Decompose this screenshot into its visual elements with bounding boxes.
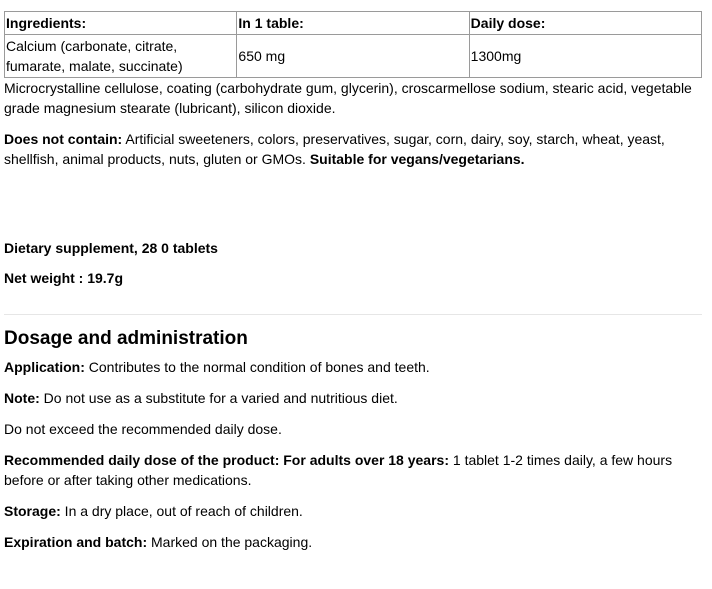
ingredient-name-cell: Calcium (carbonate, citrate, fumarate, malate, succinate)	[5, 35, 237, 78]
header-per-tablet: In 1 table:	[237, 12, 469, 35]
daily-dose-amount-cell: 1300mg	[469, 35, 701, 78]
note-text: Do not use as a substitute for a varied and nutritious diet.	[39, 390, 398, 406]
application-paragraph	[4, 357, 704, 377]
storage-label: Storage:	[4, 503, 61, 519]
does-not-contain-label: Does not contain:	[4, 131, 123, 147]
per-tablet-amount-cell: 650 mg	[237, 35, 469, 78]
expiration-paragraph	[4, 532, 704, 552]
does-not-contain-paragraph	[4, 129, 704, 169]
application-text: Contributes to the normal condition of bones and teeth.	[84, 359, 430, 375]
excipients-text: Microcrystalline cellulose, coating (carbohydrate gum, glycerin), croscarmellose sodium, stearic acid, vegetable grade magnesium stearate (lubricant), silicon dioxide.	[4, 80, 692, 116]
ingredients-table	[4, 11, 702, 78]
note-paragraph	[4, 388, 704, 408]
note-label: Note:	[4, 390, 40, 406]
section-divider	[4, 314, 702, 315]
expiration-label: Expiration and batch:	[4, 534, 148, 550]
expiration-text: Marked on the packaging.	[147, 534, 313, 550]
recommended-dose-text: 1 tablet 1-2 times daily, a few hours before or after taking other medications.	[4, 452, 673, 488]
storage-text: In a dry place, out of reach of children.	[60, 503, 303, 519]
do-not-exceed-paragraph: Do not exceed the recommended daily dose.	[4, 421, 282, 437]
header-ingredients: Ingredients:	[5, 12, 237, 35]
dosage-section-title: Dosage and administration	[4, 328, 248, 349]
table-row	[5, 35, 702, 78]
suitable-for-vegans-text: Suitable for vegans/vegetarians.	[309, 151, 525, 167]
does-not-contain-text: Artificial sweeteners, colors, preservatives, sugar, corn, dairy, soy, starch, wheat, yeast, shellfish, animal products, nuts, gluten or GMOs.	[4, 131, 665, 167]
application-label: Application:	[4, 359, 85, 375]
spacer	[4, 169, 704, 238]
dosage-section	[4, 328, 704, 552]
storage-paragraph	[4, 501, 704, 521]
net-weight: Net weight : 19.7g	[4, 270, 124, 286]
header-daily-dose: Daily dose:	[469, 12, 701, 35]
recommended-dose-paragraph	[4, 450, 704, 490]
supplement-line: Dietary supplement, 28 0 tablets	[4, 240, 218, 256]
ingredients-table-header-row	[5, 12, 702, 35]
recommended-dose-label: Recommended daily dose of the product: For adults over 18 years:	[4, 452, 449, 468]
product-info-page	[0, 11, 712, 552]
